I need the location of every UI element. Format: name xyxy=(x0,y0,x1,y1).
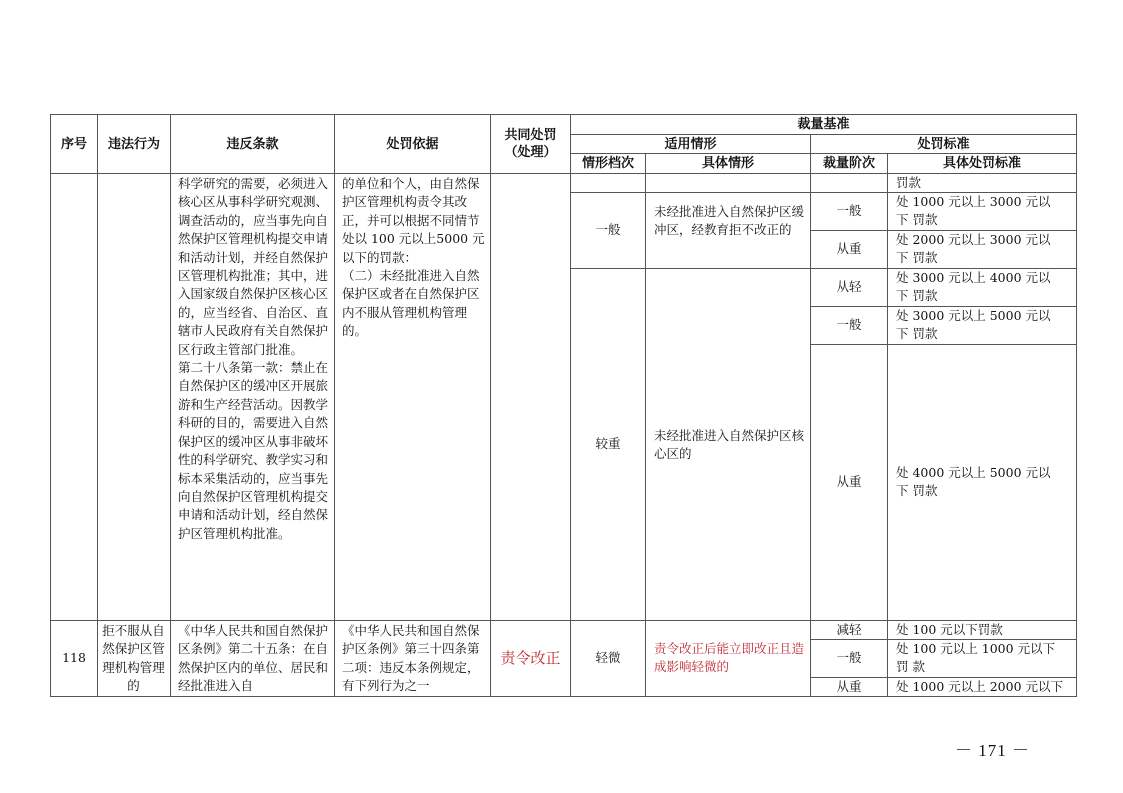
col-rule xyxy=(887,153,888,697)
row2-common-penalty: 责令改正 xyxy=(500,649,561,668)
row1-general-situation: 未经批准进入自然保护区缓冲区，经教育拒不改正的 xyxy=(654,204,805,238)
col-rule xyxy=(645,153,646,697)
row1-general-stage-2: 从重 xyxy=(836,241,862,257)
header-discretion: 裁量基准 xyxy=(797,117,850,132)
row2-violation: 拒不服从自然保护区管理机构管理的 xyxy=(102,622,165,693)
header-situation: 具体情形 xyxy=(701,156,754,171)
col-rule xyxy=(490,114,491,697)
row1-general-stage-1: 一般 xyxy=(836,203,862,219)
header-seq: 序号 xyxy=(60,136,87,152)
row2-stage-3: 从重 xyxy=(836,678,862,694)
header-article: 违反条款 xyxy=(226,136,279,152)
row2-article: 《中华人民共和国自然保护区条例》第二十五条：在自然保护区内的单位、居民和经批准进入自 xyxy=(178,623,329,694)
table-border-left xyxy=(50,114,51,697)
row2-situation: 责令改正后能立即改正且造成影响轻微的 xyxy=(654,641,805,675)
header-basis: 处罚依据 xyxy=(386,136,439,152)
row1-general-level: 一般 xyxy=(595,222,621,238)
row1-serious-stage-1: 从轻 xyxy=(836,279,862,295)
table-border-right xyxy=(1076,114,1077,697)
row2-stage-1: 减轻 xyxy=(836,621,862,637)
page-number: － 171 － xyxy=(955,741,1030,760)
header-applicable: 适用情形 xyxy=(664,136,717,152)
row1-serious-level: 较重 xyxy=(595,436,621,452)
header-detail: 具体处罚标准 xyxy=(942,156,1021,171)
row1-serious-standard-2: 处 3000 元以上 5000 元以下 罚款 xyxy=(896,308,1051,342)
row1-serious-standard-3: 处 4000 元以上 5000 元以下 罚款 xyxy=(896,465,1051,499)
row2-seq: 118 xyxy=(62,650,86,666)
row1-serious-situation: 未经批准进入自然保护区核心区的 xyxy=(654,428,805,462)
row2-standard-2: 处 100 元以上 1000 元以下 罚 款 xyxy=(896,641,1056,675)
row2-standard-1: 处 100 元以下罚款 xyxy=(896,622,1003,637)
col-rule xyxy=(170,114,171,697)
header-violation: 违法行为 xyxy=(107,136,160,152)
row2-stage-2: 一般 xyxy=(836,650,862,666)
row2-basis: 《中华人民共和国自然保护区条例》第三十四条第二项：违反本条例规定，有下列行为之一 xyxy=(342,623,480,694)
row1-basis: 的单位和个人，由自然保护区管理机构责令其改正，并可以根据不同情节处以 100 元以上5000 元以下的罚款： （二）未经批准进入自然保护区或者在自然保护区内不服从管理机构管理的。 xyxy=(342,176,485,339)
row1-article: 科学研究的需要，必须进入核心区从事科学研究观测、调查活动的，应当事先向自然保护区管理机构提交申请和活动计划，并经自然保护区管理机构批准；其中，进入国家级自然保护区核心区的，应当经省、自治区、直辖市人民政府有关自然保护区行政主管部门批准。 第二十八条第一款：禁止在自然保护区的缓冲区开展旅游和生产经营活动。因教学科研的目的，需要进入自然保护区的缓冲区从事非破坏性的科学研究、教学实习和标本采集活动的，应当事先向自然保护区管理机构提交申请和活动计划，经自然保护区管理机构批准。 xyxy=(178,176,329,541)
row2-level: 轻微 xyxy=(595,650,621,666)
row1-serious-stage-2: 一般 xyxy=(836,317,862,333)
row2-standard-3: 处 1000 元以上 2000 元以下 xyxy=(896,679,1064,694)
header-stage: 裁量阶次 xyxy=(822,156,875,171)
row1-serious-standard-1: 处 3000 元以上 4000 元以下 罚款 xyxy=(896,270,1051,304)
header-level: 情形档次 xyxy=(581,156,634,171)
row1-general-standard-1: 处 1000 元以上 3000 元以下 罚款 xyxy=(896,194,1051,228)
row1-serious-stage-3: 从重 xyxy=(836,474,862,490)
header-common-penalty: 共同处罚 （处理） xyxy=(504,128,557,160)
row1-top-standard: 罚款 xyxy=(896,175,922,190)
col-rule xyxy=(97,114,98,697)
header-standard: 处罚标准 xyxy=(917,136,970,152)
col-rule xyxy=(334,114,335,697)
row1-general-standard-2: 处 2000 元以上 3000 元以下 罚款 xyxy=(896,232,1051,266)
